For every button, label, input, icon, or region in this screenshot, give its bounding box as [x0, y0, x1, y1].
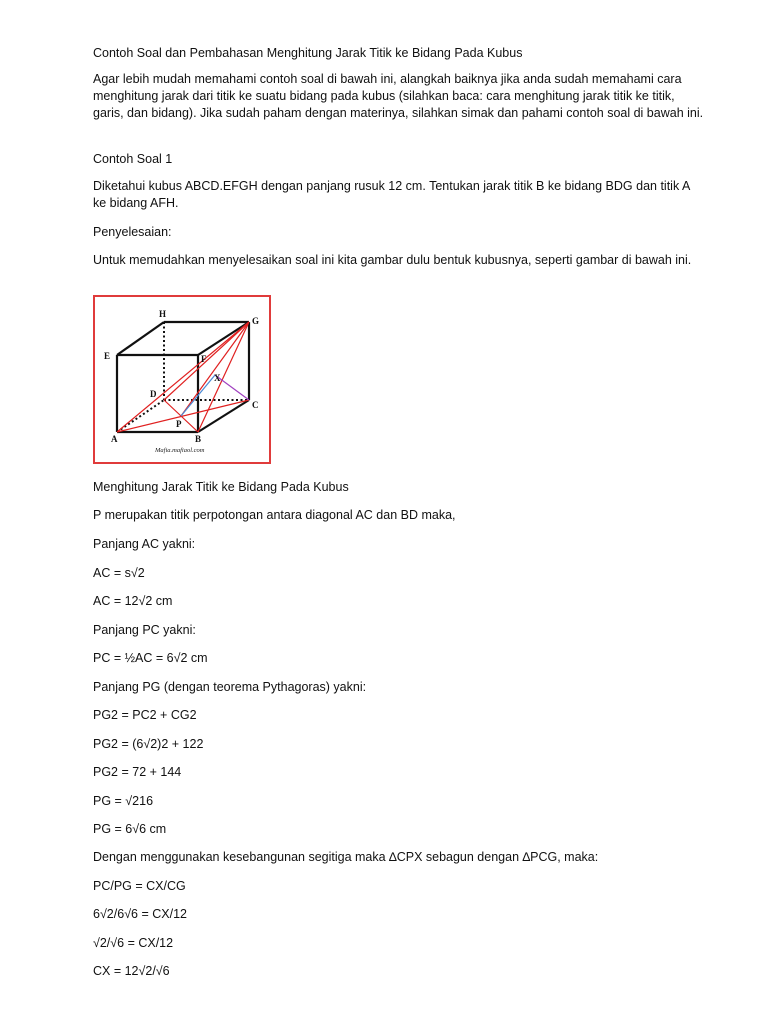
solution-heading: Penyelesaian:	[93, 225, 172, 239]
red-diagonals	[117, 322, 249, 432]
line-11: PG = √216	[93, 794, 154, 808]
figure-intro: Untuk memudahkan menyelesaikan soal ini kita gambar dulu bentuk kubusnya, seperti gambar di bawah ini.	[93, 253, 692, 267]
line-14: PC/PG = CX/CG	[93, 879, 186, 893]
label-C: C	[252, 400, 259, 410]
line-8: PG2 = PC2 + CG2	[93, 708, 197, 722]
line-3: AC = s√2	[93, 566, 145, 580]
line-15: 6√2/6√6 = CX/12	[93, 907, 187, 921]
label-G: G	[252, 316, 260, 326]
line-4: AC = 12√2 cm	[93, 594, 173, 608]
line-12: PG = 6√6 cm	[93, 822, 167, 836]
line-16: √2/√6 = CX/12	[93, 936, 174, 950]
figure-caption: Mafia.mafiaol.com	[155, 447, 205, 454]
line-1: P merupakan titik perpotongan antara diagonal AC dan BD maka,	[93, 508, 456, 522]
line-13: Dengan menggunakan kesebangunan segitiga maka ∆CPX sebagun dengan ∆PCG, maka:	[93, 850, 599, 864]
label-F: F	[201, 354, 207, 364]
line-5: Panjang PC yakni:	[93, 623, 196, 637]
line-7: Panjang PG (dengan teorema Pythagoras) yakni:	[93, 680, 367, 694]
label-H: H	[159, 309, 167, 319]
line-10: PG2 = 72 + 144	[93, 765, 182, 779]
problem-statement: Diketahui kubus ABCD.EFGH dengan panjang rusuk 12 cm. Tentukan jarak titik B ke bidang BDG dan titik A ke bidang AFH.	[93, 179, 690, 210]
cube-diagram	[95, 297, 269, 462]
line-0: Menghitung Jarak Titik ke Bidang Pada Kubus	[93, 480, 349, 494]
line-17: CX = 12√2/√6	[93, 964, 170, 978]
line-6: PC = ½AC = 6√2 cm	[93, 651, 208, 665]
intro-paragraph: Agar lebih mudah memahami contoh soal di bawah ini, alangkah baiknya jika anda sudah memahami cara menghitung jarak dari titik ke suatu bidang pada kubus (silahkan baca: cara menghitung jarak titik ke titik, garis, dan bidang). Jika sudah paham dengan materinya, silahkan simak dan pahami contoh soal di bawah ini.	[93, 72, 704, 120]
label-E: E	[104, 351, 111, 361]
label-P: P	[176, 419, 182, 429]
line-2: Panjang AC yakni:	[93, 537, 196, 551]
example-heading: Contoh Soal 1	[93, 152, 173, 166]
line-9: PG2 = (6√2)2 + 122	[93, 737, 204, 751]
label-B: B	[195, 434, 202, 444]
label-A: A	[111, 434, 118, 444]
document-title: Contoh Soal dan Pembahasan Menghitung Jarak Titik ke Bidang Pada Kubus	[93, 46, 523, 60]
label-D: D	[150, 389, 157, 399]
cube-figure	[93, 295, 271, 464]
label-X: X	[214, 373, 221, 383]
